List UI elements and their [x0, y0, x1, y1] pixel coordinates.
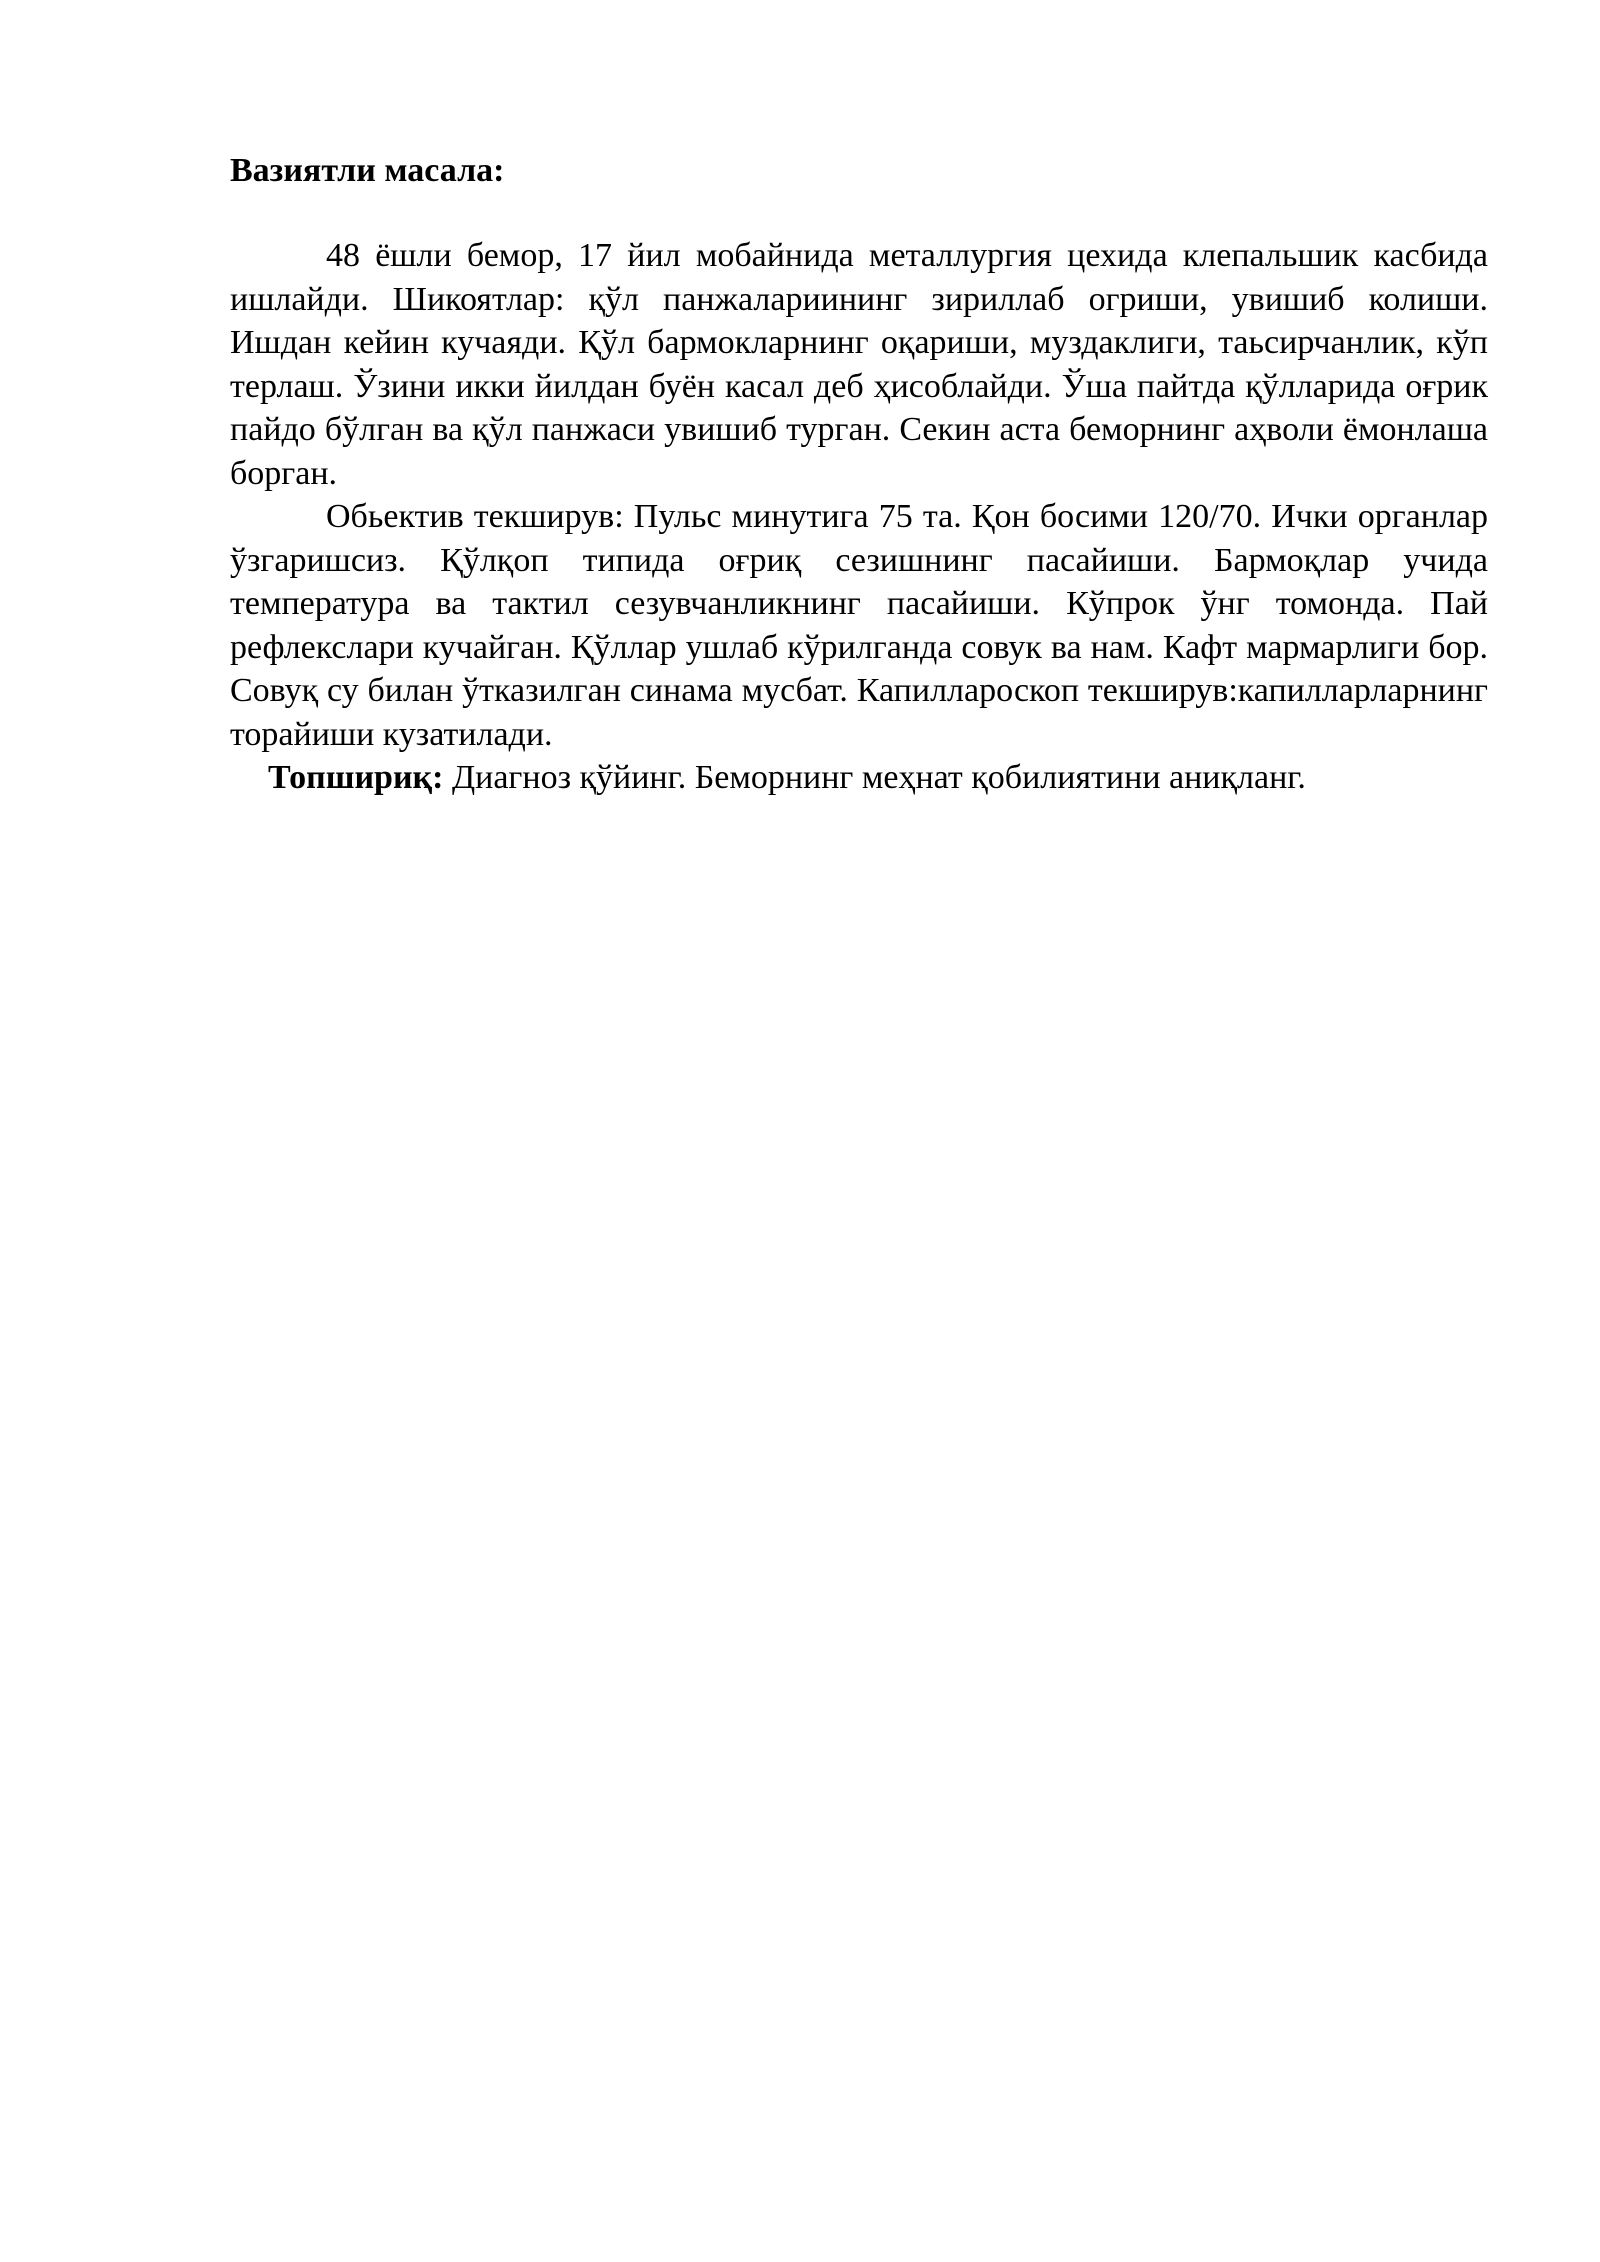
task-label: Топшириқ: [268, 759, 444, 796]
document-page [230, 150, 1488, 800]
objective-exam-paragraph: Обьектив текширув: Пульс минутига 75 та. Қон босими 120/70. Ички органлар ўзгаришсиз. Қўлқоп типида оғриқ сезишнинг пасайиши. Бармоқлар учида температура ва тактил сезувчанликнинг пасайиши. Кўпрок ўнг томонда. Пай рефлекслари кучайган. Қўллар ушлаб кўрилганда совук ва нам. Кафт мармарлиги бор. Совуқ су билан ўтказилган синама мусбат. Капиллароскоп текширув:капилларларнинг торайиши кузатилади. [230, 498, 1488, 753]
task-text: Диагноз қўйинг. Беморнинг меҳнат қобилиятини аниқланг. [443, 759, 1306, 796]
task-line [230, 756, 1488, 800]
document-heading: Вазиятли масала: [230, 152, 505, 189]
case-description-paragraph: 48 ёшли бемор, 17 йил мобайнида металлургия цехида клепальшик касбида ишлайди. Шикоятлар: қўл панжалариининг зириллаб огриши, увишиб колиши. Ишдан кейин кучаяди. Қўл бармокларнинг оқариши, муздаклиги, таьсирчанлик, кўп терлаш. Ўзини икки йилдан буён касал деб ҳисоблайди. Ўша пайтда қўлларида оғрик пайдо бўлган ва қўл панжаси увишиб турган. Секин аста беморнинг аҳволи ёмонлаша борган. [230, 237, 1488, 492]
